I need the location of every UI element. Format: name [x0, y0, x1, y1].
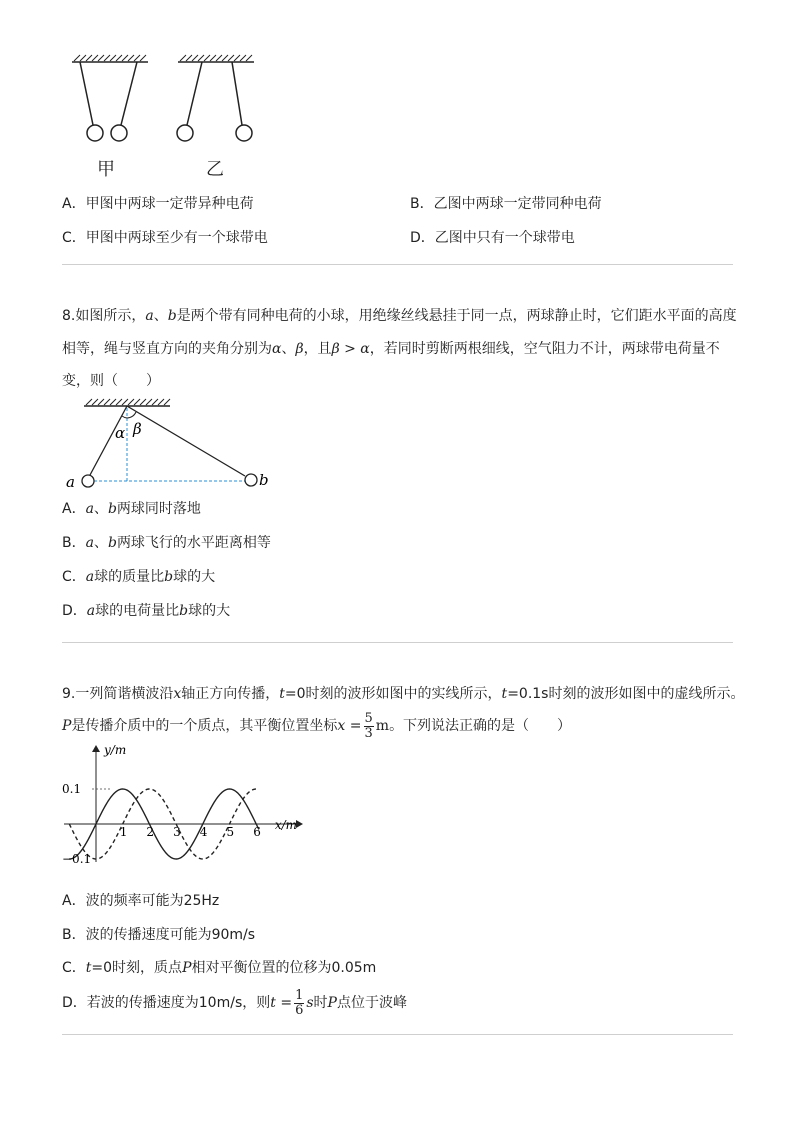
- x-tick-label: 2: [146, 825, 155, 839]
- q9-var-p: P: [327, 995, 337, 1011]
- option-text: 相对平衡位置的位移为0.05m: [191, 960, 377, 976]
- q7-option-b[interactable]: B．乙图中两球一定带同种电荷: [410, 196, 602, 212]
- q7-label-yi: 乙: [206, 159, 224, 180]
- q9-stem-text: 是传播介质中的一个质点，其平衡位置坐标: [71, 718, 338, 734]
- separator: [62, 642, 733, 643]
- fraction-denominator: 6: [295, 1002, 304, 1018]
- q9-stem-line1: [62, 684, 744, 704]
- q8-sep: 、: [281, 341, 296, 357]
- q9-wave-chart: [60, 740, 310, 865]
- option-text: 时: [313, 995, 328, 1011]
- q8-label-beta: β: [133, 420, 142, 438]
- y-tick-label: −0.1: [62, 852, 92, 865]
- q7-label-jia: 甲: [97, 159, 115, 180]
- fraction-numerator: 5: [364, 710, 373, 726]
- q8-label-b: b: [259, 471, 269, 489]
- q8-stem-line1: [62, 306, 737, 326]
- q8-stem-text: 是两个带有同种电荷的小球，用绝缘丝线悬挂于同一点，两球静止时，它们距水平面的高度: [176, 308, 737, 324]
- q9-option-b[interactable]: B．波的传播速度可能为90m/s: [62, 927, 256, 943]
- separator: [62, 264, 733, 265]
- q8-stem-text: ，且: [303, 341, 332, 357]
- option-text: 球的质量比: [94, 569, 165, 585]
- q8-stem-text: ，若同时剪断两根细线，空气阻力不计，两球带电荷量不: [369, 341, 720, 357]
- q8-sep: 、: [153, 308, 168, 324]
- option-text: 点位于波峰: [336, 995, 407, 1011]
- q8-ball-a: [82, 475, 94, 487]
- q7-option-c[interactable]: C．甲图中两球至少有一个球带电: [62, 230, 268, 246]
- q8-var-a: a: [85, 569, 95, 585]
- q8-var-a: a: [85, 501, 94, 517]
- option-letter: A．: [62, 501, 86, 517]
- q8-var-b: b: [164, 569, 174, 585]
- option-text: 两球飞行的水平距离相等: [116, 535, 271, 551]
- y-tick-label: 0.1: [62, 782, 82, 796]
- fraction-numerator: 1: [295, 987, 304, 1003]
- q8-ball-b: [245, 474, 257, 486]
- option-text: D．若波的传播速度为10m/s，则: [62, 995, 271, 1011]
- q8-beta: β: [295, 341, 304, 357]
- q8-stem-text: 8.如图所示，: [62, 308, 146, 324]
- q9-eq: =: [275, 995, 293, 1011]
- q8-option-a[interactable]: [62, 499, 201, 519]
- option-text: 球的电荷量比: [95, 603, 180, 619]
- q8-option-d[interactable]: [62, 601, 230, 621]
- q9-stem-text: =0.1s时刻的波形如图中的虚线所示。: [507, 686, 745, 702]
- option-letter: C．: [62, 569, 86, 585]
- option-text: 球的大: [188, 603, 231, 619]
- q7-option-d[interactable]: D．乙图中只有一个球带电: [410, 230, 575, 246]
- q8-var-b: b: [107, 501, 117, 517]
- q8-alpha: α: [272, 341, 282, 357]
- q9-unit-s: s: [306, 995, 314, 1011]
- q8-var-a: a: [86, 603, 96, 619]
- q9-stem-text: 。下列说法正确的是（ ）: [389, 718, 572, 734]
- q9-var-t: t: [270, 995, 276, 1011]
- q8-var-a: a: [145, 308, 154, 324]
- q9-fraction: [364, 712, 374, 741]
- q8-var-a: a: [85, 535, 94, 551]
- x-tick-label: 6: [253, 825, 261, 839]
- q8-label-alpha: α: [115, 424, 126, 442]
- x-tick-label: 4: [199, 825, 208, 839]
- q8-var-b: b: [107, 535, 117, 551]
- q8-stem-line2: [62, 339, 720, 359]
- x-tick-label: 5: [226, 825, 235, 839]
- option-text: 球的大: [173, 569, 216, 585]
- q8-label-a: a: [66, 473, 75, 491]
- q7-option-a[interactable]: A．甲图中两球一定带异种电荷: [62, 196, 254, 212]
- q8-sep: 、: [93, 501, 108, 517]
- q9-stem-line2: [62, 709, 571, 743]
- q9-var-p: P: [62, 718, 72, 734]
- q8-option-b[interactable]: [62, 533, 271, 553]
- q7-figure-jia: [72, 55, 148, 141]
- q8-stem-line3: 变，则（ ）: [62, 373, 160, 389]
- x-tick-label: 3: [173, 825, 181, 839]
- q7-figure: [60, 50, 280, 190]
- x-axis-label: x/m: [274, 818, 298, 832]
- option-letter: B．: [62, 535, 86, 551]
- q9-stem-text: 9.一列简谐横波沿: [62, 686, 174, 702]
- option-text: 两球同时落地: [116, 501, 201, 517]
- q9-stem-text: 轴正方向传播，: [181, 686, 280, 702]
- fraction-denominator: 3: [364, 725, 373, 741]
- q9-option-a[interactable]: A．波的频率可能为25Hz: [62, 893, 220, 909]
- q8-figure: [60, 396, 280, 496]
- q9-var-x: x: [173, 686, 182, 702]
- q9-var-t: t: [501, 686, 508, 702]
- x-tick-label: 1: [119, 825, 128, 839]
- option-text: =0时刻，质点: [91, 960, 183, 976]
- q9-var-t: t: [85, 960, 92, 976]
- q9-x-eq: x =: [337, 718, 362, 734]
- q8-inequality: β > α: [331, 341, 370, 357]
- q9-option-d[interactable]: [62, 985, 407, 1021]
- q9-option-c[interactable]: [62, 958, 376, 978]
- q9-stem-text: =0时刻的波形如图中的实线所示，: [284, 686, 502, 702]
- q7-figure-yi: [177, 55, 254, 141]
- q9-unit: m: [375, 718, 390, 734]
- option-letter: C．: [62, 960, 86, 976]
- q9-var-t: t: [279, 686, 285, 702]
- q8-option-c[interactable]: [62, 567, 215, 587]
- option-letter: D．: [62, 603, 87, 619]
- q8-stem-text: 相等，绳与竖直方向的夹角分别为: [62, 341, 272, 357]
- q9-fraction: [294, 989, 304, 1018]
- y-axis-label: y/m: [104, 743, 127, 757]
- separator: [62, 1034, 733, 1035]
- q9-var-p: P: [182, 960, 192, 976]
- q8-var-b: b: [167, 308, 177, 324]
- q8-thread-b: [127, 406, 245, 476]
- q8-var-b: b: [179, 603, 189, 619]
- q8-sep: 、: [93, 535, 108, 551]
